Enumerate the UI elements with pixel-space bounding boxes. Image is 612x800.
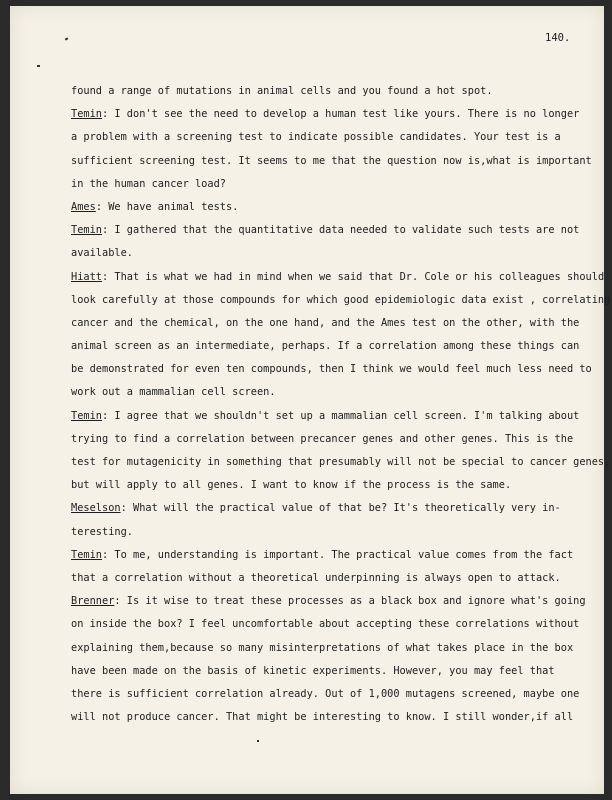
speaker-name: Temin bbox=[71, 409, 102, 422]
text-line bbox=[71, 637, 591, 660]
line-text: : To me, understanding is important. The practical value comes from the fact bbox=[102, 548, 574, 561]
page-number: 140. bbox=[545, 32, 571, 44]
text-line bbox=[71, 428, 591, 451]
line-text: sufficient screening test. It seems to me that the question now is,what is important bbox=[71, 154, 592, 167]
line-text: work out a mammalian cell screen. bbox=[71, 386, 276, 399]
line-text: look carefully at those compounds for which good epidemiologic data exist , correlating bbox=[71, 293, 611, 306]
speaker-name: Meselson bbox=[71, 502, 121, 515]
text-line bbox=[71, 451, 611, 474]
line-text: explaining them,because so many misinterpretations of what takes place in the box bbox=[71, 641, 574, 654]
text-line bbox=[71, 242, 591, 265]
text-line bbox=[71, 497, 591, 520]
line-text: : Is it wise to treat these processes as a black box and ignore what's going bbox=[114, 595, 586, 608]
text-line bbox=[71, 544, 591, 567]
typewritten-page bbox=[10, 6, 611, 794]
text-line bbox=[71, 126, 591, 149]
line-text: that a correlation without a theoretical underpinning is always open to attack. bbox=[71, 571, 561, 584]
line-text: available. bbox=[71, 247, 133, 260]
text-line bbox=[71, 80, 591, 103]
speaker-name: Temin bbox=[71, 548, 102, 561]
speaker-name: Hiatt bbox=[71, 270, 102, 283]
text-line bbox=[71, 683, 591, 706]
text-line bbox=[71, 335, 591, 358]
stray-mark bbox=[37, 65, 40, 67]
text-line bbox=[71, 474, 591, 497]
line-text: in the human cancer load? bbox=[71, 177, 226, 190]
line-text: : We have animal tests. bbox=[95, 200, 239, 213]
text-line bbox=[71, 289, 611, 312]
speaker-name: Brenner bbox=[71, 595, 115, 608]
stray-mark bbox=[65, 37, 69, 40]
text-line bbox=[71, 405, 591, 428]
line-text: : I gathered that the quantitative data needed to validate such tests are not bbox=[102, 224, 580, 237]
speaker-name: Ames bbox=[71, 200, 96, 213]
text-line bbox=[71, 219, 591, 242]
line-text: trying to find a correlation between precancer genes and other genes. This is the bbox=[71, 432, 574, 445]
line-text: will not produce cancer. That might be interesting to know. I still wonder,if all bbox=[71, 711, 574, 724]
speaker-name: Temin bbox=[71, 224, 102, 237]
text-line bbox=[71, 196, 591, 219]
line-text: : That is what we had in mind when we said that Dr. Cole or his colleagues should bbox=[102, 270, 605, 283]
line-text: : I agree that we shouldn't set up a mammalian cell screen. I'm talking about bbox=[102, 409, 580, 422]
text-line bbox=[71, 706, 591, 729]
line-text: a problem with a screening test to indicate possible candidates. Your test is a bbox=[71, 131, 561, 144]
line-text: animal screen as an intermediate, perhaps. If a correlation among these things can bbox=[71, 340, 580, 353]
line-text: be demonstrated for even ten compounds, then I think we would feel much less need to bbox=[71, 363, 592, 376]
line-text: teresting. bbox=[71, 525, 133, 538]
line-text: cancer and the chemical, on the one hand, and the Ames test on the other, with the bbox=[71, 316, 580, 329]
text-line bbox=[71, 312, 591, 335]
line-text: : What will the practical value of that be? It's theoretically very in- bbox=[120, 502, 561, 515]
text-line bbox=[71, 150, 591, 173]
line-text: there is sufficient correlation already. Out of 1,000 mutagens screened, maybe one bbox=[71, 687, 580, 700]
line-text: have been made on the basis of kinetic experiments. However, you may feel that bbox=[71, 664, 555, 677]
line-text: on inside the box? I feel uncomfortable about accepting these correlations without bbox=[71, 618, 580, 631]
text-line bbox=[71, 103, 591, 126]
text-line bbox=[71, 381, 591, 404]
text-line bbox=[71, 660, 591, 683]
line-text: test for mutagenicity in something that presumably will not be special to cancer genes, bbox=[71, 456, 611, 468]
line-text: : I don't see the need to develop a human test like yours. There is no longer bbox=[102, 108, 580, 121]
text-line bbox=[71, 266, 605, 289]
text-line bbox=[71, 613, 591, 636]
line-text: found a range of mutations in animal cells and you found a hot spot. bbox=[71, 85, 493, 97]
line-text: but will apply to all genes. I want to know if the process is the same. bbox=[71, 479, 512, 492]
speaker-name: Temin bbox=[71, 108, 102, 121]
text-line bbox=[71, 358, 591, 381]
text-line bbox=[71, 521, 591, 544]
transcript-text bbox=[71, 80, 611, 729]
text-line bbox=[71, 173, 591, 196]
text-line bbox=[71, 567, 591, 590]
stray-mark bbox=[257, 740, 259, 742]
text-line bbox=[71, 590, 591, 613]
